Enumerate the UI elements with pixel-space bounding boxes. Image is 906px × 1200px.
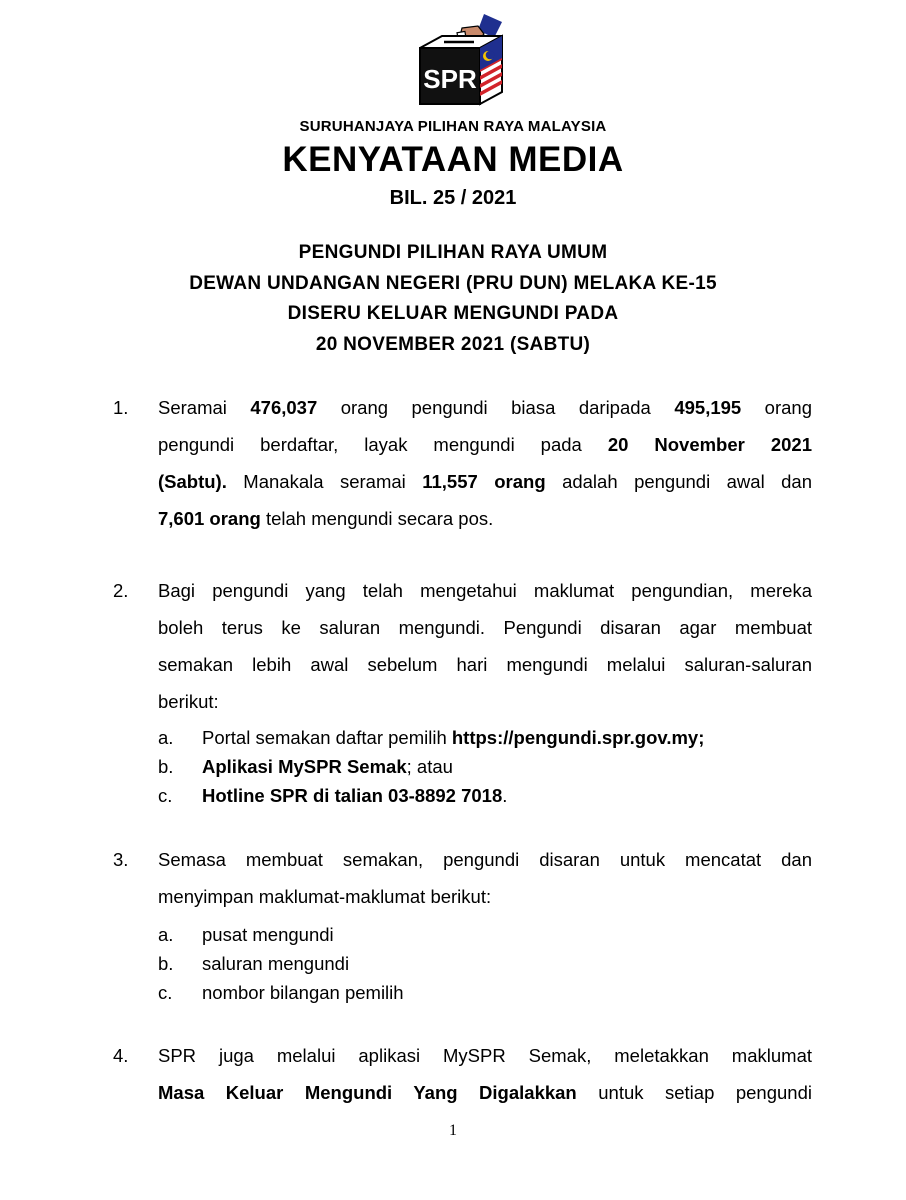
text-line: Seramai 476,037 orang pengundi biasa daripada 495,195 orang	[158, 397, 812, 418]
list-letter: b.	[158, 953, 174, 974]
list-item-text: Portal semakan daftar pemilih https://pengundi.spr.gov.my;	[202, 727, 705, 748]
text-line: 7,601 orang telah mengundi secara pos.	[158, 508, 494, 529]
list-item	[0, 752, 906, 781]
list-item-text: Hotline SPR di talian 03-8892 7018.	[202, 785, 508, 806]
text-line: semakan lebih awal sebelum hari mengundi melalui saluran-saluran	[158, 654, 812, 675]
paragraph-text	[158, 841, 812, 915]
paragraph-number: 2.	[113, 580, 129, 601]
list-item	[0, 781, 906, 810]
page-number: 1	[449, 1122, 457, 1139]
list-letter: b.	[158, 756, 174, 777]
list-item	[0, 978, 906, 1007]
text-line: Bagi pengundi yang telah mengetahui maklumat pengundian, mereka	[158, 580, 812, 601]
organization-name: SURUHANJAYA PILIHAN RAYA MALAYSIA	[299, 118, 607, 135]
list-letter: a.	[158, 727, 174, 748]
text-line: Masa Keluar Mengundi Yang Digalakkan untuk setiap pengundi	[158, 1082, 812, 1103]
list-item-text: pusat mengundi	[202, 924, 334, 945]
list-item-text: Aplikasi MySPR Semak; atau	[202, 756, 453, 777]
list-item-text: nombor bilangan pemilih	[202, 982, 404, 1003]
paragraph-text	[158, 572, 812, 720]
list-item	[0, 949, 906, 978]
channel-list	[0, 723, 906, 810]
logo-text: SPR	[423, 64, 477, 94]
list-letter: a.	[158, 924, 174, 945]
spr-logo	[414, 12, 506, 108]
list-letter: c.	[158, 785, 173, 806]
portal-link[interactable]: https://pengundi.spr.gov.my;	[451, 727, 705, 748]
statement-heading	[0, 238, 906, 360]
heading-line: PENGUNDI PILIHAN RAYA UMUM	[298, 242, 608, 263]
list-item	[0, 723, 906, 752]
text-line: menyimpan maklumat-maklumat berikut:	[158, 886, 492, 907]
ballot-box-logo-icon	[414, 12, 506, 108]
paragraph-text	[158, 1037, 812, 1111]
paragraph-text	[158, 389, 812, 537]
text-line: Semasa membuat semakan, pengundi disaran untuk mencatat dan	[158, 849, 812, 870]
list-letter: c.	[158, 982, 173, 1003]
heading-line: DEWAN UNDANGAN NEGERI (PRU DUN) MELAKA KE-15	[189, 272, 717, 294]
paragraph-number: 4.	[113, 1045, 129, 1066]
list-item	[0, 920, 906, 949]
list-item-text: saluran mengundi	[202, 953, 350, 974]
record-list	[0, 920, 906, 1007]
text-line: SPR juga melalui aplikasi MySPR Semak, meletakkan maklumat	[158, 1045, 812, 1066]
text-line: pengundi berdaftar, layak mengundi pada 20 November 2021	[158, 434, 812, 455]
paragraph-number: 3.	[113, 849, 129, 870]
text-line: boleh terus ke saluran mengundi. Pengundi disaran agar membuat	[158, 617, 812, 638]
heading-line: 20 NOVEMBER 2021 (SABTU)	[315, 333, 591, 355]
document-number: BIL. 25 / 2021	[389, 187, 517, 209]
paragraph-number: 1.	[113, 397, 129, 418]
document-title: KENYATAAN MEDIA	[282, 140, 624, 179]
heading-line: DISERU KELUAR MENGUNDI PADA	[287, 303, 619, 324]
text-line: berikut:	[158, 691, 219, 712]
text-line: (Sabtu). Manakala seramai 11,557 orang adalah pengundi awal dan	[158, 471, 813, 492]
